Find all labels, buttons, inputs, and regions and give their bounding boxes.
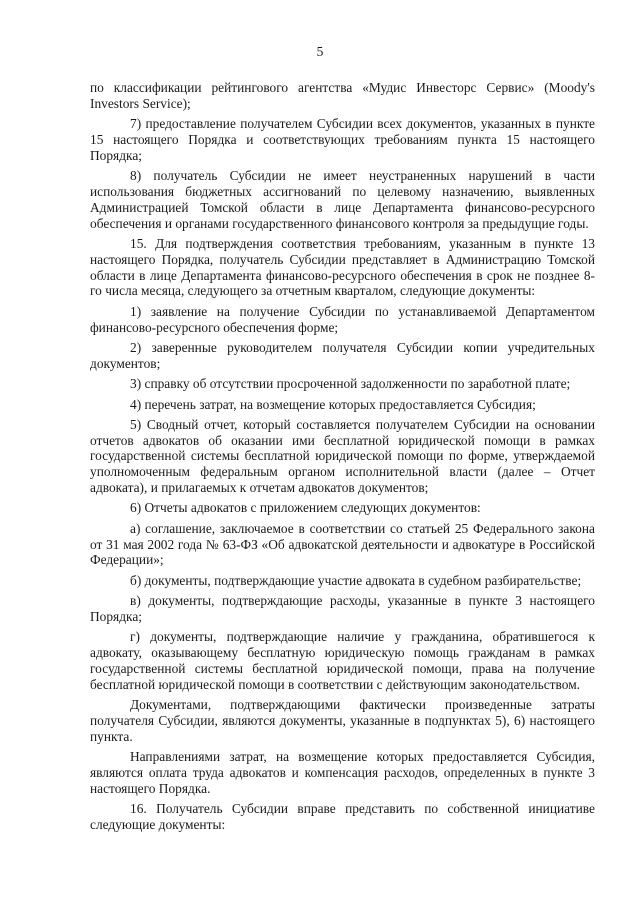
paragraph-item-2-charter-copies: 2) заверенные руководителем получателя Субсидии копии учредительных документов; xyxy=(90,339,595,371)
paragraph-cost-directions: Направлениями затрат, на возмещение которых предоставляется Субсидия, являются оплата труда адвокатов и компенсация расходов, определенных в пункте 3 настоящего Порядка. xyxy=(90,749,595,796)
paragraph-item-1-application: 1) заявление на получение Субсидии по устанавливаемой Департаментом финансово-ресурсного обеспечения форме; xyxy=(90,303,595,335)
paragraph-rating-agency-continuation: по классификации рейтингового агентства «Мудис Инвесторс Сервис» (Moody's Investors Service); xyxy=(90,80,595,111)
paragraph-section-16: 16. Получатель Субсидии вправе представить по собственной инициативе следующие документы: xyxy=(90,801,595,832)
paragraph-item-6-lawyer-reports: 6) Отчеты адвокатов с приложением следующих документов: xyxy=(130,500,481,516)
paragraph-section-15: 15. Для подтверждения соответствия требованиям, указанным в пункте 13 настоящего Порядка, получатель Субсидии представляет в Администрацию Томской области в лице Департамента финансово-ресурсного обеспечения в срок не позднее 8-го числа месяца, следующего за отчетным кварталом, следующие документы: xyxy=(90,235,595,299)
document-body xyxy=(90,80,595,837)
paragraph-subitem-b-court-participation: б) документы, подтверждающие участие адвоката в судебном разбирательстве; xyxy=(130,572,582,588)
paragraph-subitem-a-agreement: а) соглашение, заключаемое в соответствии со статьей 25 Федерального закона от 31 мая 2002 года № 63-ФЗ «Об адвокатской деятельности и адвокатуре в Российской Федерации»; xyxy=(90,520,595,568)
paragraph-item-4-cost-list: 4) перечень затрат, на возмещение которых предоставляется Субсидия; xyxy=(130,396,536,412)
paragraph-item-3-salary-certificate: 3) справку об отсутствии просроченной задолженности по заработной плате; xyxy=(130,376,571,392)
paragraph-item-7: 7) предоставление получателем Субсидии всех документов, указанных в пункте 15 настоящего Порядка и соответствующих требованиям пункта 15 настоящего Порядка; xyxy=(90,116,595,163)
paragraph-subitem-v-expenses: в) документы, подтверждающие расходы, указанные в пункте 3 настоящего Порядка; xyxy=(90,593,595,625)
paragraph-subitem-g-eligibility: г) документы, подтверждающие наличие у гражданина, обратившегося к адвокату, оказывающему бесплатную юридическую помощь гражданам в рамках государственной системы бесплатной юридической помощи, права на получение бесплатной юридической помощи в соответствии с действующим законодательством. xyxy=(90,629,595,692)
paragraph-item-5-summary-report: 5) Сводный отчет, который составляется получателем Субсидии на основании отчетов адвокатов об оказании ими бесплатной юридической помощи в рамках государственной системы бесплатной юридической помощи по форме, утверждаемой уполномоченным федеральным органом исполнительной власти (далее – Отчет адвоката), и прилагаемых к отчетам адвокатов документов; xyxy=(90,416,595,496)
paragraph-item-8: 8) получатель Субсидии не имеет неустраненных нарушений в части использования бюджетных ассигнований по целевому назначению, выявленных Администрацией Томской области в лице Департамента финансово-ресурсного обеспечения и органами государственного финансового контроля за предыдущие годы. xyxy=(90,168,595,231)
page-number: 5 xyxy=(316,44,324,59)
paragraph-supporting-documents: Документами, подтверждающими фактически произведенные затраты получателя Субсидии, являются документы, указанные в подпунктах 5), 6) настоящего пункта. xyxy=(90,697,595,744)
